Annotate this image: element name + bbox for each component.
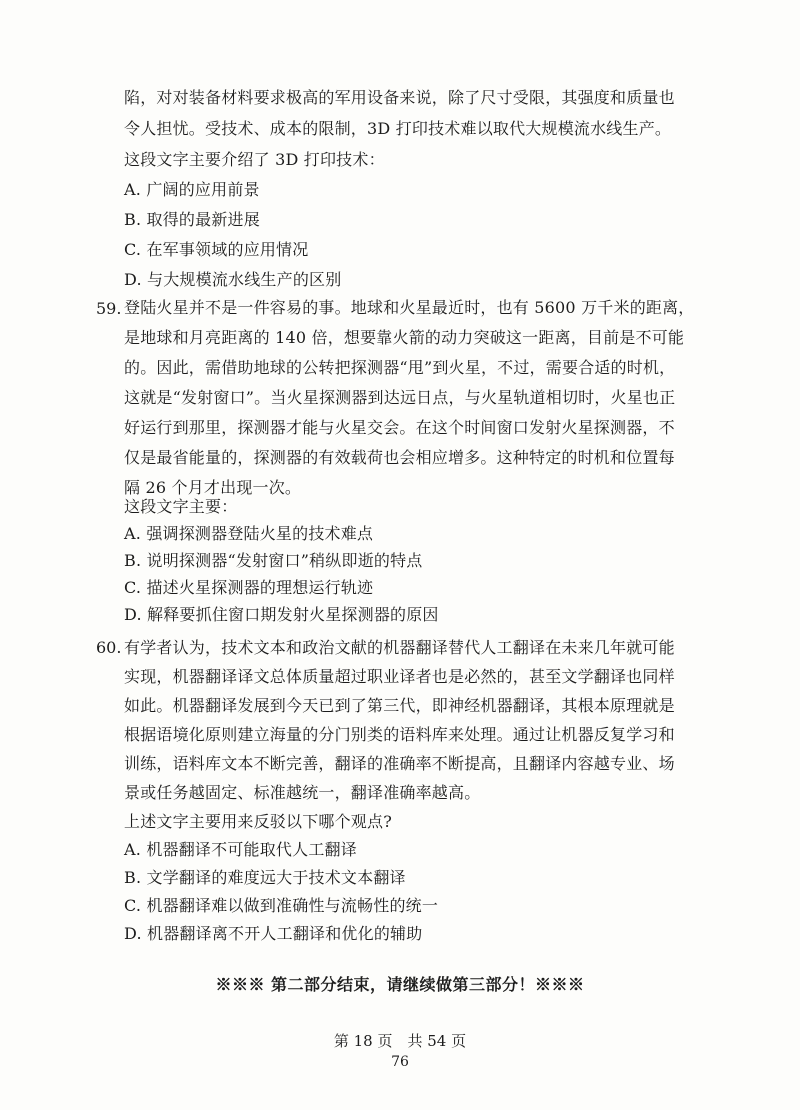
q58-option-d: D. 与大规模流水线生产的区别 (124, 270, 342, 289)
q59-option-b: B. 说明探测器“发射窗口”稍纵即逝的特点 (124, 551, 423, 570)
q60-stem-line: 根据语境化原则建立海量的分门别类的语料库来处理。通过让机器反复学习和 (124, 725, 675, 744)
page-number: 76 (391, 1054, 409, 1070)
page-label: 第 18 页 共 54 页 (333, 1032, 467, 1050)
q59-option-c: C. 描述火星探测器的理想运行轨迹 (124, 578, 374, 597)
question-number: 59. (96, 299, 122, 318)
q60-option-d: D. 机器翻译离不开人工翻译和优化的辅助 (124, 924, 423, 943)
q60-stem-line: 实现，机器翻译译文总体质量超过职业译者也是必然的，甚至文学翻译也同样 (124, 667, 675, 686)
q58-stem-line: 令人担忧。受技术、成本的限制，3D 打印技术难以取代大规模流水线生产。 (124, 119, 672, 138)
q60-question: 上述文字主要用来反驳以下哪个观点? (124, 812, 392, 831)
question-number: 60. (96, 638, 122, 657)
q59-option-a: A. 强调探测器登陆火星的技术难点 (124, 524, 374, 543)
q60-stem-line: 有学者认为，技术文本和政治文献的机器翻译替代人工翻译在未来几年就可能 (124, 638, 675, 657)
q60-stem-line: 如此。机器翻译发展到今天已到了第三代，即神经机器翻译，其根本原理就是 (124, 696, 675, 715)
q59-stem-line: 这就是“发射窗口”。当火星探测器到达远日点，与火星轨道相切时，火星也正 (124, 388, 676, 407)
q58-stem-line: 陷，对对装备材料要求极高的军用设备来说，除了尺寸受限，其强度和质量也 (124, 88, 675, 107)
q60-option-a: A. 机器翻译不可能取代人工翻译 (124, 840, 357, 859)
q59-stem-line: 登陆火星并不是一件容易的事。地球和火星最近时，也有 5600 万千米的距离， (124, 298, 695, 317)
q58-option-b: B. 取得的最新进展 (124, 210, 260, 229)
q59-stem-line: 仅是最省能量的，探测器的有效载荷也会相应增多。这种特定的时机和位置每 (124, 448, 675, 467)
section-end-note: ※※※ 第二部分结束，请继续做第三部分！※※※ (215, 975, 585, 994)
q60-option-c: C. 机器翻译难以做到准确性与流畅性的统一 (124, 896, 439, 915)
q59-question: 这段文字主要： (124, 497, 238, 516)
q58-question: 这段文字主要介绍了 3D 打印技术： (124, 150, 385, 169)
q59-stem-line: 隔 26 个月才出现一次。 (124, 478, 302, 497)
q59-stem-line: 的。因此，需借助地球的公转把探测器“甩”到火星，不过，需要合适的时机， (124, 358, 676, 377)
q58-option-a: A. 广阔的应用前景 (124, 180, 260, 199)
q60-option-b: B. 文学翻译的难度远大于技术文本翻译 (124, 868, 406, 887)
q60-stem-line: 训练，语料库文本不断完善，翻译的准确率不断提高，且翻译内容越专业、场 (124, 754, 675, 773)
q59-stem-line: 是地球和月亮距离的 140 倍，想要靠火箭的动力突破这一距离，目前是不可能 (124, 328, 685, 347)
q58-option-c: C. 在军事领域的应用情况 (124, 240, 309, 259)
q59-option-d: D. 解释要抓住窗口期发射火星探测器的原因 (124, 605, 439, 624)
q59-stem-line: 好运行到那里，探测器才能与火星交会。在这个时间窗口发射火星探测器，不 (124, 418, 675, 437)
q60-stem-line: 景或任务越固定、标准越统一，翻译准确率越高。 (124, 783, 481, 802)
